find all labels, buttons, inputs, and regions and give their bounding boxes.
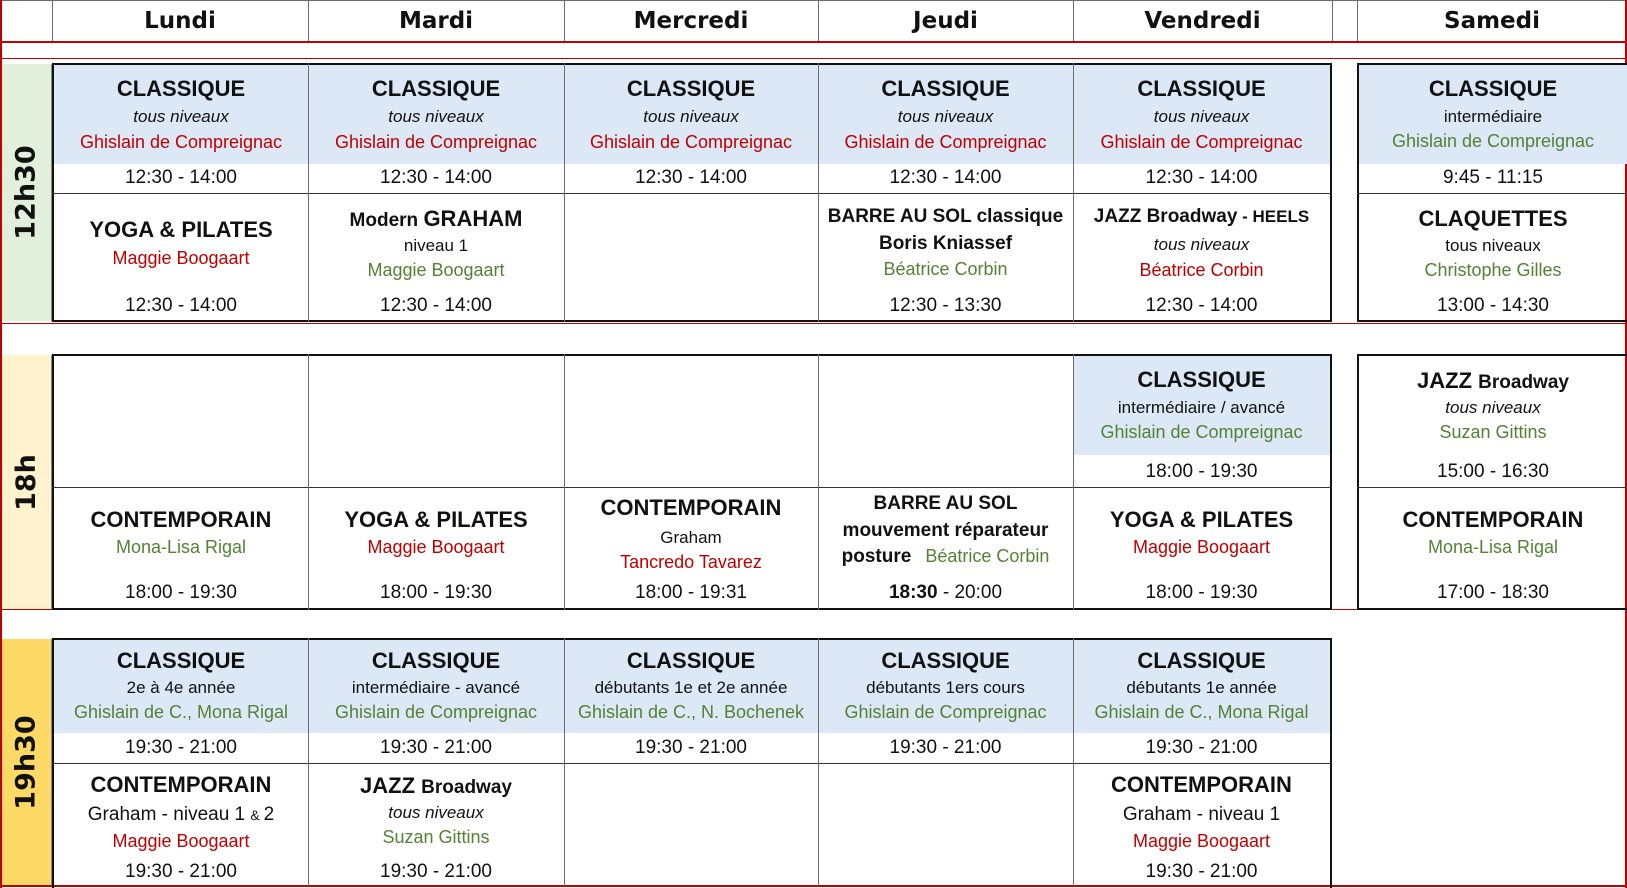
class-cell-12h30-mercredi: CLASSIQUE tous niveaux Ghislain de Compreignac 12:30 - 14:00	[564, 65, 818, 193]
class-cell-19h30-mardi: CLASSIQUE intermédiaire - avancé Ghislain de Compreignac 19:30 - 21:00	[308, 640, 564, 763]
class-cell-12h30-vendredi: CLASSIQUE tous niveaux Ghislain de Compreignac 12:30 - 14:00	[1073, 65, 1330, 193]
class-cell-18hb-mardi: YOGA & PILATES Maggie Boogaart 18:00 - 19:30	[344, 507, 528, 603]
class-cell-12h30b-samedi: CLAQUETTES tous niveaux Christophe Gilles 13:00 - 14:30	[1418, 206, 1568, 316]
class-cell-12h30b-mardi: Modern GRAHAM niveau 1 Maggie Boogaart 12:30 - 14:00	[349, 206, 523, 316]
header-row	[0, 0, 1627, 42]
class-cell-19h30b-lundi: CONTEMPORAIN Graham - niveau 1 & 2 Maggie Boogaart 19:30 - 21:00	[87, 772, 275, 882]
class-cell-19h30b-vendredi: CONTEMPORAIN Graham - niveau 1 Maggie Boogaart 19:30 - 21:00	[1111, 772, 1292, 882]
class-cell-18h-vendredi: CLASSIQUE intermédiaire / avancé Ghislain de Compreignac 18:00 - 19:30	[1073, 356, 1330, 487]
class-cell-19h30-jeudi: CLASSIQUE débutants 1ers cours Ghislain de Compreignac 19:30 - 21:00	[818, 640, 1073, 763]
class-cell-18hb-samedi: CONTEMPORAIN Mona-Lisa Rigal 17:00 - 18:30	[1402, 507, 1584, 603]
class-cell-12h30-jeudi: CLASSIQUE tous niveaux Ghislain de Compreignac 12:30 - 14:00	[818, 65, 1073, 193]
class-cell-19h30-lundi: CLASSIQUE 2e à 4e année Ghislain de C., Mona Rigal 19:30 - 21:00	[54, 640, 308, 763]
class-cell-12h30-mardi: CLASSIQUE tous niveaux Ghislain de Compreignac 12:30 - 14:00	[308, 65, 564, 193]
class-cell-12h30-samedi: CLASSIQUE intermédiaire Ghislain de Compreignac 9:45 - 11:15	[1359, 65, 1627, 193]
class-cell-18hb-vendredi: YOGA & PILATES Maggie Boogaart 18:00 - 19:30	[1109, 507, 1294, 603]
class-cell-18hb-jeudi: BARRE AU SOL mouvement réparateur posture Béatrice Corbin 18:30 - 20:00	[841, 493, 1050, 603]
class-cell-19h30b-mardi: JAZZ Broadway tous niveaux Suzan Gittins 19:30 - 21:00	[360, 773, 512, 882]
class-cell-12h30b-jeudi: BARRE AU SOL classique Boris Kniassef Béatrice Corbin 12:30 - 13:30	[827, 206, 1064, 316]
slot-label-18h: 18h	[2, 355, 52, 609]
class-cell-19h30-mercredi: CLASSIQUE débutants 1e et 2e année Ghislain de C., N. Bochenek 19:30 - 21:00	[564, 640, 818, 763]
day-header-mardi: Mardi	[398, 8, 474, 34]
day-header-lundi: Lundi	[144, 8, 216, 34]
day-header-samedi: Samedi	[1444, 8, 1540, 34]
slot-label-12h30: 12h30	[2, 64, 52, 321]
class-cell-12h30-lundi: CLASSIQUE tous niveaux Ghislain de Compreignac 12:30 - 14:00	[54, 65, 308, 193]
class-cell-18hb-lundi: CONTEMPORAIN Mona-Lisa Rigal 18:00 - 19:30	[90, 507, 272, 603]
day-header-jeudi: Jeudi	[913, 8, 978, 34]
class-cell-18hb-mercredi: CONTEMPORAIN Graham Tancredo Tavarez 18:00 - 19:31	[600, 495, 782, 603]
class-cell-18h-samedi: JAZZ Broadway tous niveaux Suzan Gittins 15:00 - 16:30	[1417, 368, 1569, 482]
class-cell-12h30b-vendredi: JAZZ Broadway - HEELS tous niveaux Béatrice Corbin 12:30 - 14:00	[1093, 206, 1310, 316]
slot-label-19h30: 19h30	[2, 639, 52, 885]
day-header-mercredi: Mercredi	[633, 8, 749, 34]
class-cell-12h30b-lundi: YOGA & PILATES Maggie Boogaart 12:30 - 14:00	[89, 217, 273, 316]
class-cell-19h30-vendredi: CLASSIQUE débutants 1e année Ghislain de C., Mona Rigal 19:30 - 21:00	[1073, 640, 1330, 763]
day-header-vendredi: Vendredi	[1144, 8, 1261, 34]
